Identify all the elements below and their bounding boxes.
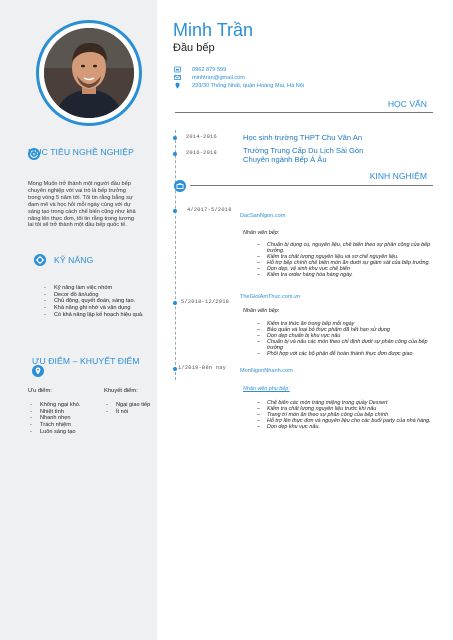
exp-tasks xyxy=(257,242,433,279)
profile-photo xyxy=(44,28,134,118)
list-item: – Hỗ trợ bếp chính chế biến món ăn dưới sự giám sát của bếp trưởng. xyxy=(257,260,433,266)
list-item: - Ngại giao tiếp xyxy=(106,402,156,409)
contact-email xyxy=(174,74,245,81)
location-pin-icon xyxy=(32,365,44,377)
list-item: – Chế biến các món tráng miệng trong quầy Dessert xyxy=(257,400,433,406)
timeline-dot xyxy=(173,152,177,156)
list-item: – Bảo quản và loại bỏ thực phẩm đã hết hạn sử dụng xyxy=(257,327,433,333)
job-title: Đầu bếp xyxy=(173,42,215,54)
exp-date: 5/2018-12/2018 xyxy=(181,299,230,305)
list-item: – Dọn dẹp khu vực nấu. xyxy=(257,424,433,430)
list-item: - Ít nói xyxy=(106,409,156,416)
list-item: – Kiểm tra chất lượng nguyên liệu trước khi nấu xyxy=(257,406,433,412)
edu-date: 2014-2016 xyxy=(186,134,217,140)
list-item: - Nhanh nhẹn xyxy=(30,415,102,422)
list-item: – Kiểm tra chất lượng nguyên liệu và sơ chế nguyên liệu. xyxy=(257,254,433,260)
list-item: - Luôn sáng tạo xyxy=(30,429,102,436)
exp-company: TheGioiAmThuc.com.vn xyxy=(240,294,300,300)
list-item: – Phối hợp với các bộ phận để hoàn thành thực đơn được giao xyxy=(257,351,433,357)
exp-date: 4/2017-5/2018 xyxy=(187,207,232,213)
briefcase-icon xyxy=(174,180,186,192)
skills-list xyxy=(44,285,144,319)
location-pin-icon xyxy=(174,82,181,89)
profile-photo-frame xyxy=(36,20,142,126)
timeline-dot xyxy=(173,301,177,305)
timeline-dot xyxy=(173,209,177,213)
portrait-image xyxy=(44,28,134,118)
exp-role: Nhân viên bếp: xyxy=(243,308,280,314)
exp-role: Nhân viên bếp: xyxy=(243,230,280,236)
edu-school: Học sinh trường THPT Chu Văn An xyxy=(243,133,363,142)
edu-date: 2016-2018 xyxy=(186,150,217,156)
divider xyxy=(175,112,433,113)
sidebar xyxy=(0,0,157,640)
exp-tasks xyxy=(257,400,433,430)
list-item: - Không ngại khó. xyxy=(30,402,102,409)
list-item: – Chuẩn bị và nấu các món theo chỉ định dưới sự phân công của bếp trưởng xyxy=(257,339,433,351)
weaknesses-title: Khuyết điểm: xyxy=(104,388,138,394)
list-item: – Trang trí món ăn theo sự phân công của bếp chính xyxy=(257,412,433,418)
sw-title: ƯU ĐIỂM – KHUYẾT ĐIỂM xyxy=(32,356,140,366)
list-item: - Decor đồ ăn/uống xyxy=(44,292,144,299)
list-item: - Có khả năng lập kế hoạch hiệu quả. xyxy=(44,312,144,319)
experience-title: KINH NGHIỆM xyxy=(369,171,427,181)
gear-icon xyxy=(34,254,46,266)
list-item: – Hỗ trợ lên thực đơn và nguyên liệu cho các buổi party của nhà hàng. xyxy=(257,418,433,424)
exp-date: 1/2019-Đến nay xyxy=(178,365,227,371)
list-item: - Kỹ năng làm việc nhóm xyxy=(44,285,144,292)
exp-company: DacSanNgon.com xyxy=(240,213,286,219)
skills-title: KỸ NĂNG xyxy=(54,255,94,265)
objective-title: MỤC TIÊU NGHỀ NGHIỆP xyxy=(28,147,134,157)
list-item: - Trách nhiệm xyxy=(30,422,102,429)
address-text: 293/30 Thống Nhất, quận Hoàng Mai, Hà Nội xyxy=(192,82,305,89)
exp-tasks xyxy=(257,321,433,358)
education-title: HỌC VẤN xyxy=(387,99,427,109)
email-text: minhtran@gmail.com xyxy=(192,74,245,81)
divider xyxy=(190,185,433,186)
list-item: - Chủ động, quyết đoán, sáng tạo. xyxy=(44,298,144,305)
timeline-dot xyxy=(173,367,177,371)
timeline-line xyxy=(175,130,176,380)
contact-phone xyxy=(174,66,226,73)
list-item: - Khả năng ghi nhớ và vận dụng xyxy=(44,305,144,312)
objective-text: Mong Muốn trở thành một người đầu bếp chuyên nghiệp với vai trò là bếp trưởng trong vòng 5 năm tới. Tôi tin rằng bằng sự đam mê và học hỏi mỗi ngày cùng với dự sáng tạo trong cách chế biến cũng như khả năng lên thực đơn, tôi tin rằng trong tương lai tôi sẽ trở thành một đầu bếp quốc tế. xyxy=(28,181,136,229)
edu-major: Chuyên ngành Bếp Á Âu xyxy=(243,155,327,164)
edu-school: Trường Trung Cấp Du Lịch Sài Gòn xyxy=(243,146,364,155)
envelope-icon xyxy=(174,74,181,81)
list-item: – Dọn dẹp chuẩn bị khu vực nấu xyxy=(257,333,433,339)
exp-company: MonNgonNhanh.com xyxy=(240,368,293,374)
list-item: – Chuẩn bị dụng cụ, nguyên liệu, chế biến theo sự phân công của bếp trưởng. xyxy=(257,242,433,254)
list-item: – Dọn dẹp, vệ sinh khu vực chế biến xyxy=(257,266,433,272)
timeline-dot xyxy=(173,136,177,140)
candidate-name: Minh Trần xyxy=(173,20,254,40)
phone-icon xyxy=(174,66,181,73)
strengths-list xyxy=(30,402,102,436)
weaknesses-list xyxy=(106,402,156,415)
exp-role: Nhân viên phụ bếp: xyxy=(243,386,290,392)
list-item: – Kiểm tra order hàng hóa hàng ngày. xyxy=(257,272,433,278)
list-item: - Nhiệt tình xyxy=(30,409,102,416)
phone-text: 0962 879 599 xyxy=(192,66,227,73)
strengths-title: Ưu điểm: xyxy=(28,388,52,394)
contact-address xyxy=(174,82,304,89)
list-item: – Kiểm tra thức ăn trong bếp mỗi ngày xyxy=(257,321,433,327)
